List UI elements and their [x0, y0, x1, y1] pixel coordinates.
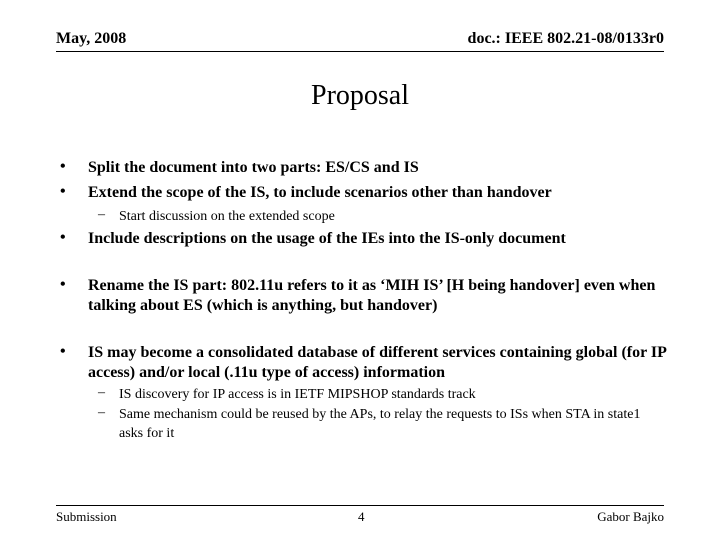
bullet-text-1: Split the document into two parts: ES/CS and IS — [88, 159, 419, 176]
bullet-marker: • — [60, 183, 66, 200]
bullet-text-5: IS may become a consolidated database of different services containing global (for IP access) and/or local (.11u type of access) information — [88, 344, 667, 381]
bullet-marker: • — [60, 158, 66, 175]
subbullet-text-3: Same mechanism could be reused by the APs, to relay the requests to ISs when STA in state1 asks for it — [119, 407, 641, 441]
bullet-marker: • — [60, 229, 66, 246]
bullet-marker: • — [60, 276, 66, 293]
bullet-text-3: Include descriptions on the usage of the IEs into the IS-only document — [88, 230, 566, 247]
header-date: May, 2008 — [56, 30, 127, 47]
subbullet-text-2: IS discovery for IP access is in IETF MIPSHOP standards track — [119, 387, 476, 402]
footer-author: Gabor Bajko — [597, 509, 664, 524]
footer-rule — [56, 505, 664, 506]
bullet-text-2: Extend the scope of the IS, to include scenarios other than handover — [88, 184, 552, 201]
header-doc-number: doc.: IEEE 802.21-08/0133r0 — [467, 30, 664, 47]
subbullet-marker: – — [98, 405, 105, 420]
header-rule — [56, 51, 664, 52]
slide-title: Proposal — [311, 80, 409, 111]
subbullet-text-1: Start discussion on the extended scope — [119, 209, 335, 224]
bullet-marker: • — [60, 343, 66, 360]
subbullet-marker: – — [98, 207, 105, 222]
page-number: 4 — [358, 509, 365, 524]
subbullet-marker: – — [98, 385, 105, 400]
footer-submission: Submission — [56, 509, 117, 524]
bullet-text-4: Rename the IS part: 802.11u refers to it as ‘MIH IS’ [H being handover] even when talking about ES (which is anything, but handover) — [88, 277, 656, 314]
